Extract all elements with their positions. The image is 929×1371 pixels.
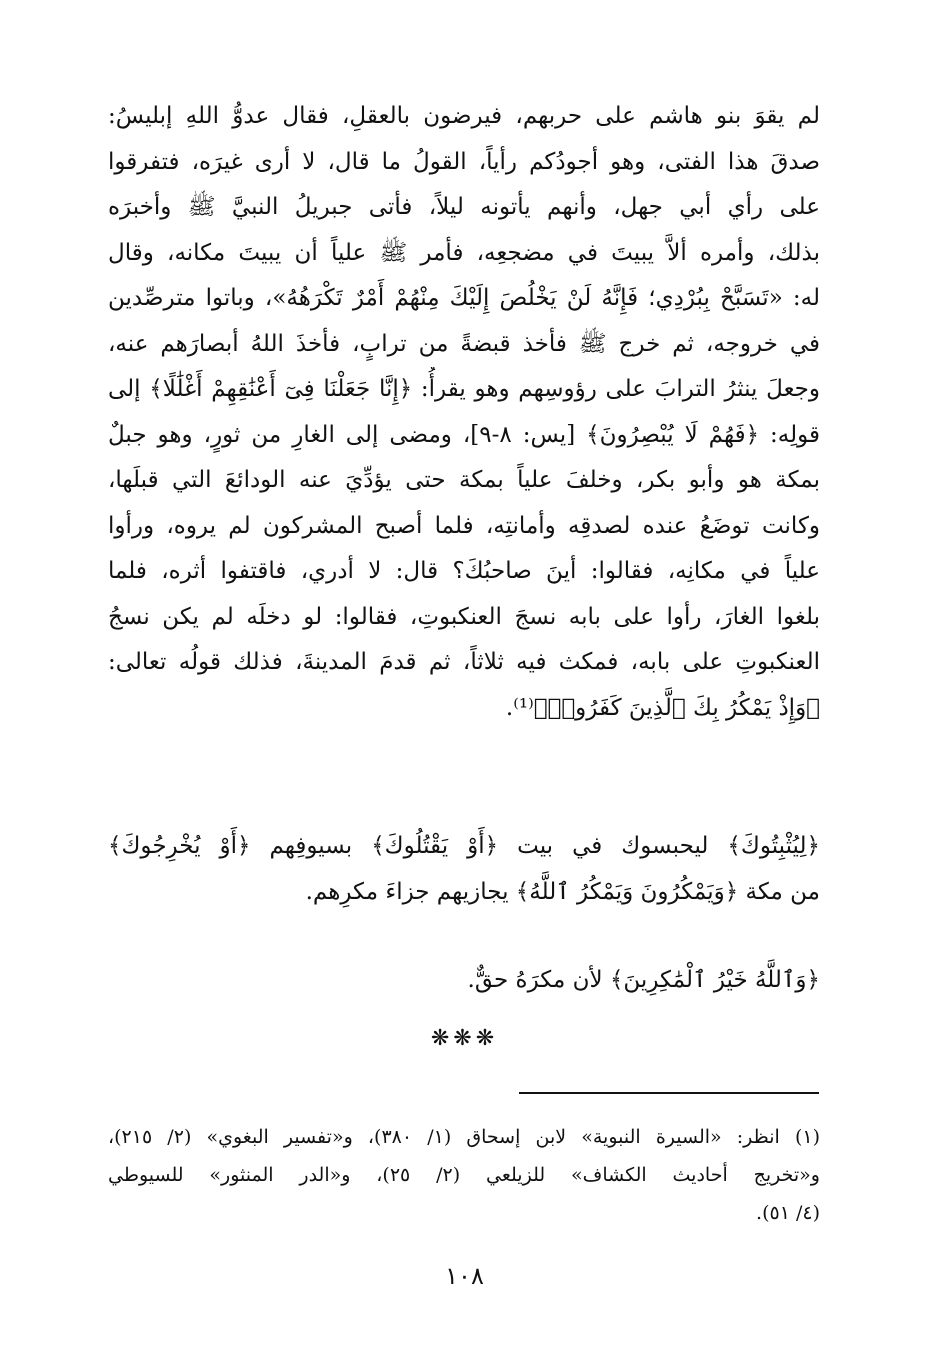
commentary-paragraph-2 [108, 958, 820, 1004]
text-line: بذلك، وأمره ألاَّ يبيتَ في مضجعِه، فأمر ﷺ علياً أن يبيتَ مكانه، وقال [108, 239, 820, 266]
footnote-line: (٤/ ٥١). [756, 1202, 820, 1224]
text-line: من مكة ﴿وَيَمْكُرُونَ وَيَمْكُرُ ٱللَّهُ﴾ يجازيهم جزاءَ مكرِهم. [305, 878, 820, 905]
text-line: في خروجه، ثم خرج ﷺ فأخذ قبضةً من ترابٍ، فأخذَ اللهُ أبصارَهم عنه، [108, 330, 820, 357]
text-line: صدقَ هذا الفتى، وهو أجودُكم رأياً، القولُ ما قال، لا أرى غيرَه، فتفرقوا [108, 148, 820, 175]
text-line: على رأي أبي جهل، وأنهم يأتونه ليلاً، فأتى جبريلُ النبيَّ ﷺ وأخبرَه [108, 194, 820, 220]
text-line: وكانت توضَعُ عنده لصدقِه وأمانتِه، فلما أصبح المشركون لم يروه، ورأوا [108, 512, 820, 539]
footnote-divider [519, 1092, 819, 1094]
text-line: ﴿وَٱللَّهُ خَيْرُ ٱلْمَٰكِرِينَ﴾ لأن مكرَهُ حقٌّ. [467, 967, 820, 993]
text-line: لم يقوَ بنو هاشم على حربهم، فيرضون بالعقلِ، فقال عدوُّ اللهِ إبليسُ: [108, 103, 820, 129]
commentary-paragraph-1 [108, 824, 820, 915]
text-line: العنكبوتِ على بابه، فمكث فيه ثلاثاً، ثم قدمَ المدينةَ، فذلك قولُه تعالى: [108, 649, 820, 675]
text-line: ﴿لِيُثْبِتُوكَ﴾ ليحبسوك في بيت ﴿أَوْ يَقْتُلُوكَ﴾ بسيوفِهم ﴿أَوْ يُخْرِجُوكَ﴾ [108, 833, 820, 859]
text-line: قولِه: ﴿فَهُمْ لَا يُبْصِرُونَ﴾ [يس: ٨-٩]، ومضى إلى الغارِ من ثورٍ، وهو جبلٌ [108, 421, 820, 448]
main-text-block [108, 94, 820, 731]
footnote-line: (١) انظر: «السيرة النبوية» لابن إسحاق (١/ ٣٨٠)، و«تفسير البغوي» (٢/ ٢١٥)، [108, 1126, 820, 1148]
text-line: بمكة هو وأبو بكر، وخلفَ علياً بمكة حتى يؤدِّيَ عنه الودائعَ التي قبلَها، [108, 467, 820, 493]
text-line: علياً في مكانِه، فقالوا: أينَ صاحبُكَ؟ قال: لا أدري، فاقتفوا أثره، فلما [108, 558, 820, 584]
footnotes [108, 1118, 820, 1232]
page-number: ١٠٨ [445, 1262, 484, 1290]
footnote-line: و«تخريج أحاديث الكشاف» للزيلعي (٢/ ٢٥)، و«الدر المنثور» للسيوطي [108, 1164, 820, 1186]
section-separator: ❋❋❋ [430, 1026, 499, 1051]
text-line: بلغوا الغارَ، رأوا على بابه نسجَ العنكبوتِ، فقالوا: لو دخلَه لم يكن نسجُ [108, 603, 820, 630]
text-line: ﴿وَإِذْ يَمْكُرُ بِكَ ٱلَّذِينَ كَفَرُوا۟﴾⁽¹⁾. [505, 694, 820, 721]
text-line: وجعلَ ينثرُ الترابَ على رؤوسِهم وهو يقرأُ: ﴿إِنَّا جَعَلْنَا فِىٓ أَعْنَٰقِهِمْ أَغْلَٰلًا﴾ إلى [108, 376, 820, 402]
text-line: له: «تَسَبَّحْ بِبُرْدِي؛ فَإِنَّهُ لَنْ يَخْلُصَ إِلَيْكَ مِنْهُمْ أَمْرٌ تَكْرَهُهُ»، وباتوا مترصِّدين [108, 285, 820, 311]
